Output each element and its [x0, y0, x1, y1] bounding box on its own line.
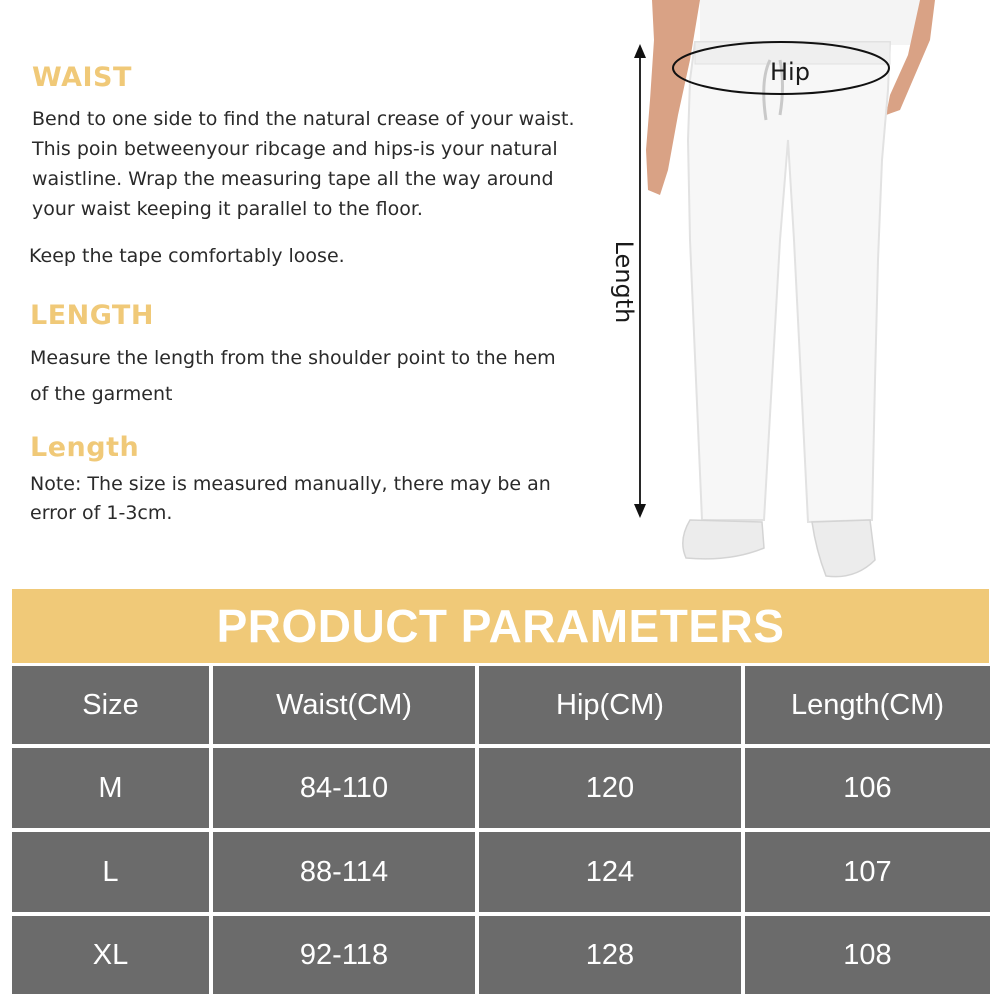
- length-arrow-bottom: [634, 504, 646, 518]
- table-cell-size: M: [12, 748, 209, 828]
- table-cell-size: L: [12, 832, 209, 912]
- pants-shape: [688, 42, 890, 522]
- pants-figure: [590, 0, 1001, 585]
- table-cell-hip: 120: [479, 748, 741, 828]
- length-heading: LENGTH: [30, 300, 154, 331]
- table-cell-length: 107: [745, 832, 990, 912]
- table-header-length: Length(CM): [745, 666, 990, 744]
- length-arrow-top: [634, 44, 646, 58]
- table-cell-waist: 88-114: [213, 832, 475, 912]
- product-parameters-banner: [12, 589, 989, 663]
- shirt-shape: [700, 0, 920, 45]
- waist-description: Bend to one side to find the natural crease of your waist. This poin betweenyour ribcage and hips-is your natural waistline. Wrap the measuring tape all the way around your waist keeping it parallel to the floor.: [32, 108, 575, 220]
- length-description: Measure the length from the shoulder point to the hem of the garment: [30, 347, 556, 405]
- pants-illustration: [590, 0, 1001, 585]
- note-description: Note: The size is measured manually, there may be an error of 1-3cm.: [30, 473, 551, 524]
- size-table: [12, 666, 990, 994]
- table-cell-hip: 124: [479, 832, 741, 912]
- table-cell-length: 108: [745, 916, 990, 994]
- note-heading: Length: [30, 432, 140, 463]
- waist-heading: WAIST: [32, 62, 132, 93]
- left-shoe-shape: [683, 520, 764, 559]
- length-label: Length: [610, 240, 638, 324]
- table-header-size: Size: [12, 666, 209, 744]
- hip-label: Hip: [770, 58, 810, 86]
- table-cell-length: 106: [745, 748, 990, 828]
- table-cell-hip: 128: [479, 916, 741, 994]
- table-cell-size: XL: [12, 916, 209, 994]
- table-header-hip: Hip(CM): [479, 666, 741, 744]
- table-header-waist: Waist(CM): [213, 666, 475, 744]
- table-cell-waist: 92-118: [213, 916, 475, 994]
- right-shoe-shape: [812, 520, 875, 577]
- table-cell-waist: 84-110: [213, 748, 475, 828]
- waist-loose-note: Keep the tape comfortably loose.: [29, 245, 345, 267]
- banner-title: PRODUCT PARAMETERS: [216, 600, 785, 652]
